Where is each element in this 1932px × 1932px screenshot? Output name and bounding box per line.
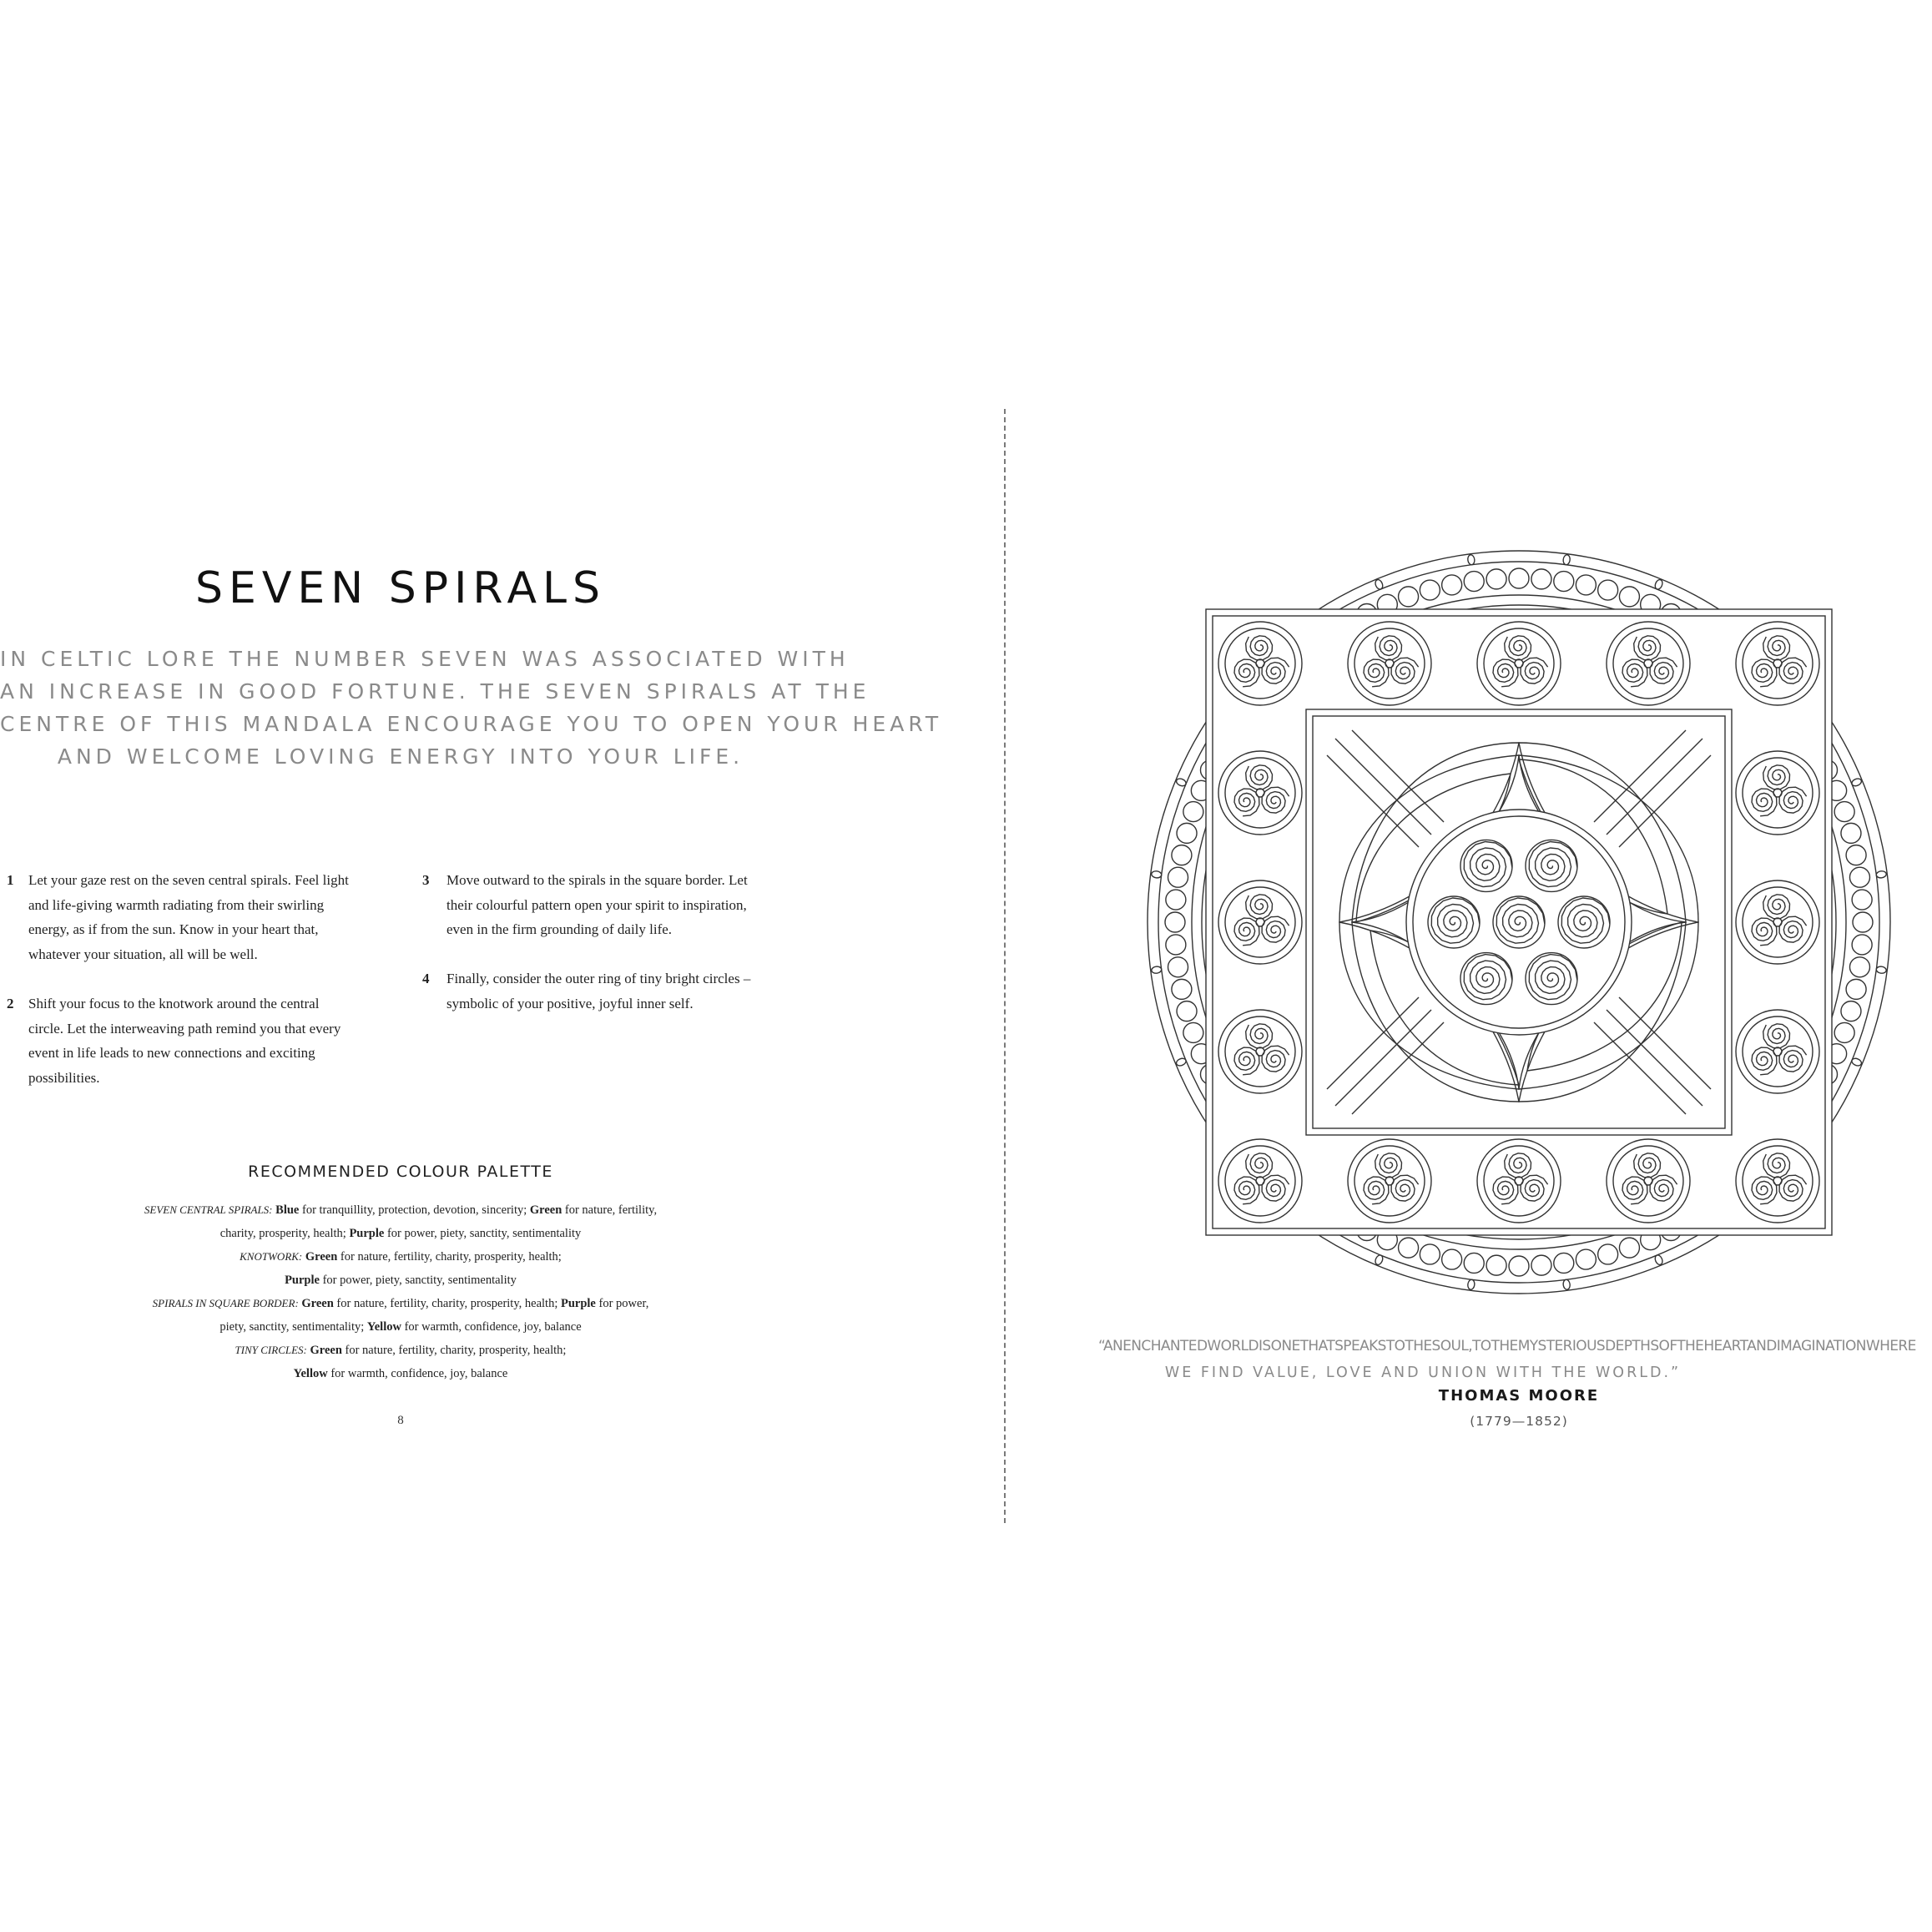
palette-section-label: KNOTWORK:	[240, 1250, 303, 1263]
tiny-circle	[1531, 569, 1551, 589]
step-1	[7, 868, 386, 968]
tiny-circle	[1531, 1255, 1551, 1275]
step-2	[7, 991, 386, 1092]
step-line: Finally, consider the outer ring of tiny bright circles –	[446, 971, 751, 986]
tiny-circle	[1509, 568, 1529, 588]
tiny-circle	[1420, 580, 1440, 600]
tiny-circle	[1598, 1244, 1618, 1264]
tiny-circle	[1576, 1249, 1596, 1269]
palette-colour: Yellow	[293, 1366, 328, 1380]
palette-meaning: for nature, fertility, charity, prosperity, health;	[333, 1297, 561, 1310]
tiny-circle	[1165, 912, 1185, 932]
tiny-circle	[1166, 890, 1186, 910]
intro-line: IN CELTIC LORE THE NUMBER SEVEN WAS ASSOCIATED WITH	[0, 647, 850, 671]
palette-colour: Green	[301, 1297, 334, 1310]
tiny-circle	[1183, 802, 1203, 822]
intro-line: AN INCREASE IN GOOD FORTUNE. THE SEVEN SPIRALS AT THE	[0, 679, 870, 704]
quote-line: “ANENCHANTEDWORLDISONETHATSPEAKSTOTHESOUL,TOTHEMYSTERIOUSDEPTHSOFTHEHEARTANDIMAGINATIONWHERE	[1098, 1338, 1916, 1354]
palette-meaning: for nature, fertility, charity, prosperity, health;	[337, 1250, 562, 1264]
tiny-circle	[1399, 1238, 1419, 1258]
step-number: 2	[7, 996, 14, 1011]
tiny-circle	[1464, 572, 1484, 592]
tiny-circle	[1619, 1238, 1639, 1258]
palette-line	[0, 1245, 801, 1269]
tiny-circle	[1172, 845, 1192, 865]
quote	[1068, 1333, 1932, 1386]
palette-colour: Purple	[349, 1226, 385, 1240]
palette-colour: Blue	[275, 1203, 300, 1217]
step-line: Shift your focus to the knotwork around the central	[28, 996, 320, 1011]
palette-section-label: SPIRALS IN SQUARE BORDER:	[152, 1297, 299, 1309]
ring-dot	[1467, 1279, 1475, 1290]
tiny-circle	[1177, 1001, 1197, 1021]
palette-title: RECOMMENDED COLOUR PALETTE	[248, 1163, 553, 1181]
palette-section-label: SEVEN CENTRAL SPIRALS:	[144, 1203, 273, 1216]
step-line: circle. Let the interweaving path remind you that every	[28, 1020, 341, 1037]
palette-colour: Green	[310, 1344, 342, 1357]
step-line: whatever your situation, all will be well.	[28, 946, 258, 962]
step-line: their colourful pattern open your spirit to inspiration,	[446, 896, 747, 913]
tiny-circle	[1442, 575, 1462, 595]
ring-dot	[1151, 966, 1162, 973]
tiny-circle	[1554, 1253, 1574, 1273]
tiny-circle	[1846, 845, 1866, 865]
palette-line	[0, 1223, 801, 1246]
intro-line: CENTRE OF THIS MANDALA ENCOURAGE YOU TO OPEN YOUR HEART	[0, 712, 943, 736]
ring-dot	[1562, 554, 1570, 565]
palette-colour: Green	[529, 1203, 562, 1217]
tiny-circle	[1172, 979, 1192, 999]
step-number: 1	[7, 872, 14, 888]
palette-meaning: for tranquillity, protection, devotion, sincerity;	[299, 1203, 530, 1217]
palette-colour: Yellow	[366, 1319, 401, 1334]
palette-line	[0, 1269, 801, 1293]
mandala-illustration	[1143, 547, 1894, 1298]
tiny-circle	[1442, 1249, 1462, 1269]
step-number: 3	[422, 872, 430, 888]
palette-meaning: for power, piety, sanctity, sentimentality	[384, 1226, 582, 1240]
quote-author: THOMAS MOORE	[1438, 1387, 1600, 1405]
step-line: energy, as if from the sun. Know in your heart that,	[28, 921, 319, 937]
palette-meaning: for nature, fertility, charity, prosperity, health;	[341, 1344, 567, 1357]
intro-paragraph	[0, 643, 943, 773]
ring-dot	[1151, 870, 1162, 878]
palette-colour: Purple	[560, 1297, 596, 1310]
step-line: symbolic of your positive, joyful inner self.	[446, 995, 694, 1011]
page-gutter-divider	[1004, 409, 1006, 1523]
tiny-circle	[1849, 957, 1869, 977]
step-text	[446, 966, 802, 1016]
tiny-circle	[1399, 587, 1419, 607]
tiny-circle	[1834, 802, 1854, 822]
tiny-circle	[1598, 580, 1618, 600]
tiny-circle	[1168, 867, 1188, 887]
palette-meaning: for nature, fertility,	[562, 1203, 658, 1217]
palette-line	[0, 1363, 801, 1386]
tiny-circle	[1846, 979, 1866, 999]
step-line: Move outward to the spirals in the square border. Let	[446, 872, 748, 888]
tiny-circle	[1834, 1022, 1854, 1042]
palette-line	[0, 1316, 801, 1339]
palette-meaning: piety, sanctity, sentimentality;	[219, 1319, 367, 1334]
page-title: SEVEN SPIRALS	[195, 563, 606, 613]
tiny-circle	[1554, 572, 1574, 592]
palette-line	[0, 1198, 801, 1223]
ring-dot	[1876, 870, 1887, 878]
tiny-circle	[1619, 587, 1639, 607]
palette-section-label: TINY CIRCLES:	[235, 1344, 307, 1356]
tiny-circle	[1166, 935, 1186, 955]
step-line: event in life leads to new connections and exciting	[28, 1045, 315, 1061]
step-line: and life-giving warmth radiating from their swirling	[28, 896, 325, 913]
palette-colour: Green	[305, 1250, 338, 1264]
step-text	[446, 868, 802, 942]
ring-dot	[1876, 966, 1887, 973]
palette-line	[0, 1339, 801, 1363]
tiny-circle	[1183, 1022, 1203, 1042]
step-number: 4	[422, 971, 430, 986]
tiny-circle	[1849, 867, 1869, 887]
author-dates: (1779—1852)	[1470, 1414, 1568, 1429]
palette-colour: Purple	[285, 1273, 320, 1287]
tiny-circle	[1841, 1001, 1861, 1021]
tiny-circle	[1486, 1255, 1506, 1275]
tiny-circle	[1509, 1256, 1529, 1276]
step-line: Let your gaze rest on the seven central spirals. Feel light	[28, 872, 349, 888]
palette-meaning: for power,	[595, 1297, 649, 1310]
palette-meaning: charity, prosperity, health;	[219, 1226, 350, 1240]
step-text	[28, 991, 386, 1090]
palette-meaning: for warmth, confidence, joy, balance	[401, 1319, 582, 1334]
step-3	[422, 868, 802, 947]
tiny-circle	[1576, 575, 1596, 595]
step-line: even in the firm grounding of daily life.	[446, 921, 673, 937]
tiny-circle	[1464, 1253, 1484, 1273]
step-4	[422, 966, 802, 1021]
ring-dot	[1562, 1279, 1570, 1290]
quote-line: WE FIND VALUE, LOVE AND UNION WITH THE WORLD.”	[1164, 1365, 1682, 1381]
step-line: possibilities.	[28, 1069, 100, 1086]
tiny-circle	[1853, 912, 1873, 932]
tiny-circle	[1177, 823, 1197, 843]
intro-line: AND WELCOME LOVING ENERGY INTO YOUR LIFE.	[57, 744, 744, 769]
palette-line	[0, 1292, 801, 1316]
ring-dot	[1467, 554, 1475, 565]
tiny-circle	[1852, 890, 1872, 910]
page-number: 8	[397, 1414, 404, 1427]
step-text	[28, 868, 386, 966]
tiny-circle	[1486, 569, 1506, 589]
palette-meaning: for warmth, confidence, joy, balance	[327, 1366, 508, 1380]
tiny-circle	[1852, 935, 1872, 955]
tiny-circle	[1168, 957, 1188, 977]
colour-palette	[0, 1198, 801, 1385]
tiny-circle	[1841, 823, 1861, 843]
palette-meaning: for power, piety, sanctity, sentimentality	[319, 1273, 517, 1287]
tiny-circle	[1420, 1244, 1440, 1264]
